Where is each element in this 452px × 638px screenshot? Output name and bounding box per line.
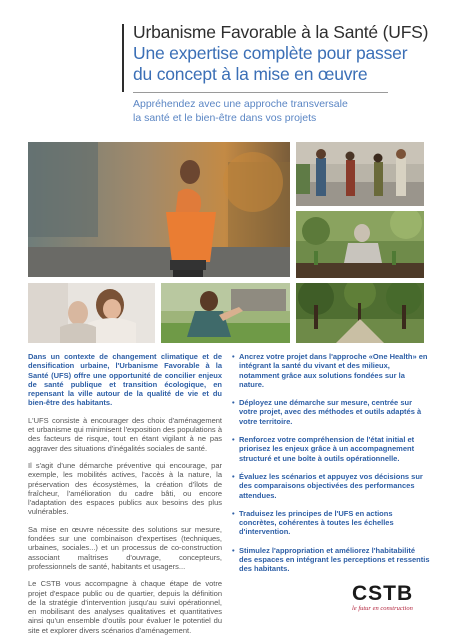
women-relaxing-photo xyxy=(28,283,155,343)
subtitle-line-1: Appréhendez avec une approche transversale xyxy=(133,98,348,110)
title-divider xyxy=(133,92,388,93)
logo-wordmark: CSTB xyxy=(352,582,414,605)
subtitle xyxy=(133,98,348,125)
cstb-logo xyxy=(352,583,424,613)
intro-lead: Dans un contexte de changement climatique et de densification urbaine, l'Urbanisme Favorable à la Santé (UFS) offre une opportunité de concilier enjeux de santé publique et transition écologique, en repensant la ville autour de la qualité de vie et du bien-être des habitants. xyxy=(28,352,222,408)
list-item: • Évaluez les scénarios et appuyez vos décisions sur des comparaisons objectivées des performances attendues. xyxy=(232,472,430,500)
intro-paragraph-4: Le CSTB vous accompagne à chaque étape de votre projet d'espace public ou de quartier, depuis la définition de la stratégie d'intervention jusqu'au suivi opérationnel, en mobilisant des analyses qualitatives et quantitatives ainsi qu'un ensemble d'outils pour évaluer le potentiel du site et explorer divers scénarios d'aménagement. xyxy=(28,579,222,635)
person-gardening-photo xyxy=(296,211,424,278)
title-line-3: du concept à la mise en œuvre xyxy=(133,64,368,84)
intro-column xyxy=(28,352,222,638)
intro-paragraph-3: Sa mise en œuvre nécessite des solutions sur mesure, fondées sur une combinaison d'expertises (techniques, urbaines, sociales...) et un processus de co-construction associant maîtrises d'ouvrage, concepteurs, professionnels de santé, habitants et usagers... xyxy=(28,524,222,571)
logo-tagline: le futur en construction xyxy=(352,605,413,612)
title-line-1: Urbanisme Favorable à la Santé (UFS) xyxy=(133,22,429,42)
people-walking-photo xyxy=(296,142,424,206)
page-title xyxy=(133,22,433,85)
benefits-list xyxy=(232,352,430,583)
subtitle-line-2: la santé et le bien-être dans vos projets xyxy=(133,111,317,124)
intro-paragraph-2: Il s'agit d'une démarche préventive qui encourage, par exemple, les mobilités actives, l'accès à la nature, la préservation des écosystèmes, la création d'îlots de fraîcheur, l'amélioration du cadre bâti, ou encore l'adaptation des espaces publics aux besoins des plus vulnérables. xyxy=(28,460,222,517)
title-line-2: Une expertise complète pour passer xyxy=(133,43,408,63)
woman-jogging-photo xyxy=(28,142,290,277)
list-item: • Ancrez votre projet dans l'approche «One Health» en intégrant la santé du vivant et des milieux, notamment grâce aux solutions fondées sur la nature. xyxy=(232,352,430,389)
title-accent-rule xyxy=(122,24,124,92)
list-item: • Renforcez votre compréhension de l'état initial et priorisez les enjeux grâce à un accompagnement structuré et une boîte à outils opérationnelle. xyxy=(232,435,430,463)
list-item: • Stimulez l'appropriation et améliorez l'habitabilité des espaces en intégrant les perceptions et ressentis des habitants. xyxy=(232,546,430,574)
tree-lined-park-photo xyxy=(296,283,424,343)
list-item: • Déployez une démarche sur mesure, centrée sur votre projet, avec des méthodes et outils adaptés à votre territoire. xyxy=(232,398,430,426)
list-item: • Traduisez les principes de l'UFS en actions concrètes, cohérentes à toutes les échelles d'intervention. xyxy=(232,509,430,537)
woman-sitting-park-photo xyxy=(161,283,290,343)
intro-paragraph-1: L'UFS consiste à encourager des choix d'aménagement et urbanisme qui minimisent l'exposition des populations à des facteurs de risque, tout en étant vigilant à ne pas aggraver des situations d'inégalités sociales de santé. xyxy=(28,415,222,453)
